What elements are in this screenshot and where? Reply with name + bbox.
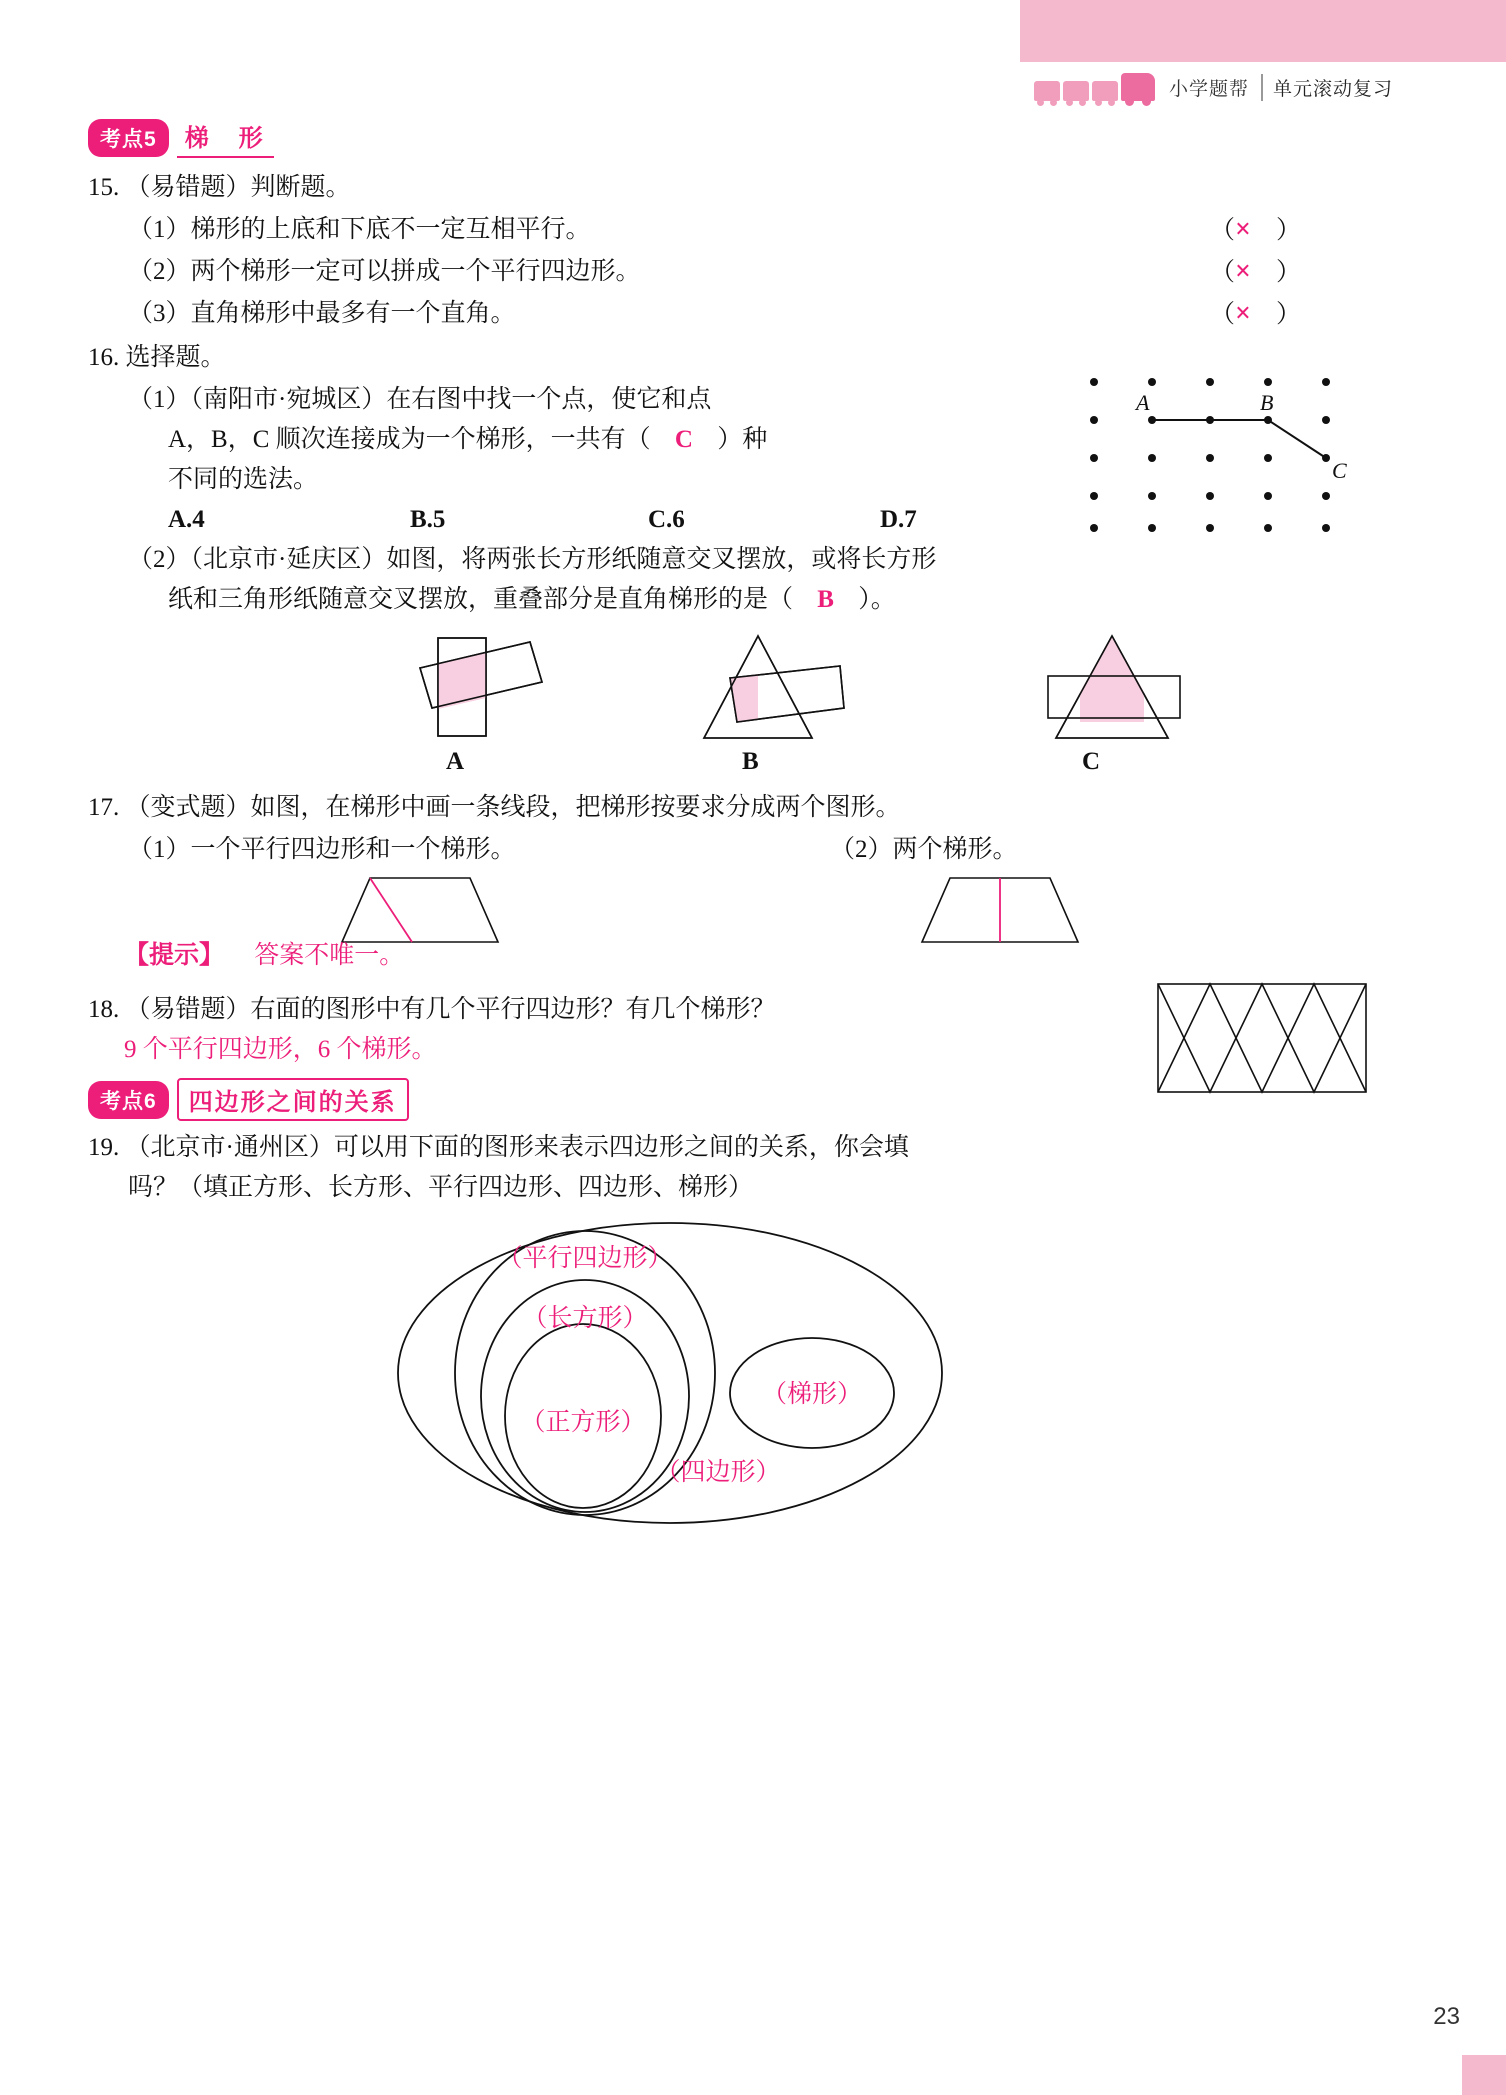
svg-text:B: B [1260,390,1274,415]
q19-venn-diagram [390,1218,950,1528]
q18-stem-text: （易错题）右面的图形中有几个平行四边形？有几个梯形？ [125,996,776,1023]
q15-item-1-label: （1）梯形的上底和下底不一定互相平行。 [128,216,591,243]
q17-hint-text: 答案不唯一。 [254,942,405,969]
svg-text:（正方形）: （正方形） [520,1409,646,1436]
q16-figure-b [680,626,880,742]
q16-sub2-line2-a: 纸和三角形纸随意交叉摆放，重叠部分是直角梯形的是（ [168,586,794,613]
q16-sub2-answer: B [817,586,834,613]
q16-sub1-choice-d: D.7 [880,506,917,533]
q16-dot-grid-figure [1080,368,1370,538]
q16-stem-text: 选择题。 [125,344,226,371]
q16-figure-a-label: A [446,748,465,775]
header-title: 单元滚动复习 [1273,78,1394,100]
q15-stem-text: （易错题）判断题。 [125,174,351,201]
q15-answer-2-mark: × [1235,256,1251,287]
q16-figure-c [1020,626,1220,742]
section-badge-6: 考点6 [88,1081,169,1119]
q15-item-1 [128,210,591,250]
q16-sub2-line2 [168,580,896,620]
header-corner-block [1020,0,1506,62]
section-heading-5 [88,118,274,158]
q15-number: 15. [88,174,120,201]
q16-sub1-line1: （1）（南阳市·宛城区）在右图中找一个点，使它和点 [128,386,712,413]
q19-line1-text: （北京市·通州区）可以用下面的图形来表示四边形之间的关系，你会填 [125,1134,909,1161]
q17-sub2-label: （2）两个梯形。 [830,836,1018,863]
q18-number: 18. [88,996,120,1023]
q16-figure-b-label: B [742,748,759,775]
q15-answer-2: （× ） [1210,256,1301,287]
train-icon [1034,73,1155,101]
q16-number: 16. [88,344,120,371]
q16-figure-c-label: C [1082,748,1101,775]
q17-figure-2 [880,872,1100,952]
page-number: 23 [1433,2003,1460,2030]
q15-stem [88,168,351,208]
q16-sub1-answer: C [674,426,693,453]
section-heading-6 [88,1078,409,1121]
svg-text:（平行四边形）: （平行四边形） [497,1245,673,1272]
footer-corner-block [1462,2055,1506,2095]
section-title-5: 梯 形 [177,118,274,158]
q19-number: 19. [88,1134,120,1161]
q16-sub1-choice-a: A.4 [168,506,205,533]
q17-number: 17. [88,794,120,821]
q15-answer-1: （× ） [1210,214,1301,245]
q15-item-2 [128,252,641,292]
q17-stem-text: （变式题）如图，在梯形中画一条线段，把梯形按要求分成两个图形。 [125,794,901,821]
svg-text:（四边形）: （四边形） [655,1459,781,1486]
q19-line2: 吗？（填正方形、长方形、平行四边形、四边形、梯形） [128,1174,754,1201]
q17-stem [88,788,901,828]
q17-hint-label: 【提示】 [124,942,225,969]
q17-sub1-label: （1）一个平行四边形和一个梯形。 [128,836,516,863]
svg-text:C: C [1332,458,1347,483]
q19-line1 [88,1128,909,1168]
svg-text:（梯形）: （梯形） [761,1381,863,1408]
q16-sub1-line3: 不同的选法。 [168,466,319,493]
q16-sub2-line1: （2）（北京市·延庆区）如图，将两张长方形纸随意交叉摆放，或将长方形 [128,546,937,573]
q16-stem [88,338,226,378]
q16-sub1-choice-b: B.5 [410,506,446,533]
section-title-6: 四边形之间的关系 [177,1078,409,1121]
q15-answer-1-mark: × [1235,214,1251,245]
q18-stem [88,990,776,1030]
q17-hint [124,936,404,976]
brand-label: 小学题帮 [1169,74,1263,101]
q16-sub1-line2-a: A，B，C 顺次连接成为一个梯形，一共有（ [168,426,651,453]
q16-sub1-line2-b: ）种 [717,426,768,453]
svg-text:（长方形）: （长方形） [522,1305,648,1332]
q18-figure [1152,978,1372,1098]
q15-answer-3-mark: × [1235,298,1251,329]
section-badge-5: 考点5 [88,119,169,157]
q16-sub2-line2-b: ）。 [858,586,896,613]
q15-item-3 [128,294,516,334]
q16-sub1-choice-c: C.6 [648,506,685,533]
page-header [1020,62,1506,112]
q16-sub1-line2 [168,420,767,460]
q15-item-2-label: （2）两个梯形一定可以拼成一个平行四边形。 [128,258,641,285]
q18-answer [124,1030,437,1070]
svg-text:A: A [1136,390,1150,415]
q18-answer-text: 9 个平行四边形，6 个梯形。 [124,1036,437,1063]
q16-figure-a [380,632,580,742]
q15-answer-3: （× ） [1210,298,1301,329]
q15-item-3-label: （3）直角梯形中最多有一个直角。 [128,300,516,327]
